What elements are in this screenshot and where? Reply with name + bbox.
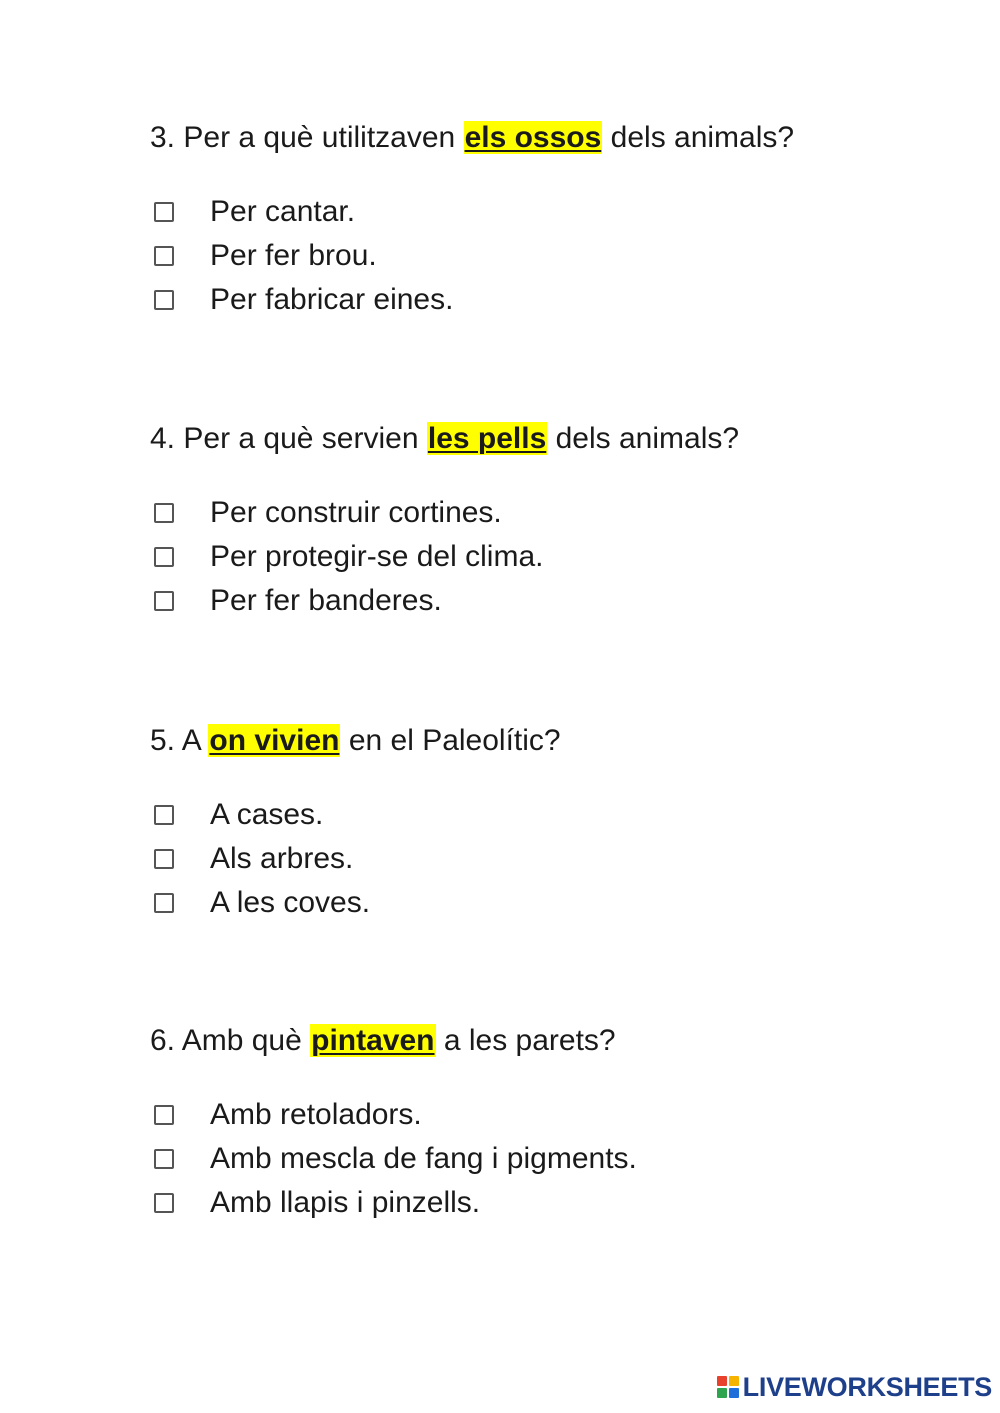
option-item [154,793,370,837]
options-list [154,491,543,623]
question-keyword-highlight: on vivien [209,724,340,757]
option-checkbox[interactable] [154,1105,174,1125]
option-label: Amb mescla de fang i pigments. [210,1142,637,1175]
option-label: Per fer brou. [210,239,377,272]
option-label: Per fabricar eines. [210,283,454,316]
option-checkbox[interactable] [154,1149,174,1169]
question-text-before: A [181,724,201,757]
option-item [154,190,453,234]
option-item [154,1181,637,1225]
option-item [154,881,370,925]
question-5 [150,723,930,919]
question-title [150,421,930,457]
question-keyword-highlight: pintaven [311,1024,435,1057]
option-checkbox[interactable] [154,246,174,266]
option-item [154,278,453,322]
option-checkbox[interactable] [154,805,174,825]
question-keyword-highlight: les pells [427,422,547,455]
option-checkbox[interactable] [154,290,174,310]
option-label: Per cantar. [210,195,356,228]
logo-square-blue [729,1388,739,1398]
question-keyword-highlight: els ossos [464,121,602,154]
option-checkbox[interactable] [154,503,174,523]
options-list [154,190,453,322]
question-title [150,723,930,759]
option-checkbox[interactable] [154,202,174,222]
logo-square-green [717,1388,727,1398]
question-text-before: Per a què servien [183,422,419,455]
options-list [154,1093,637,1225]
options-list [154,793,370,925]
question-6 [150,1023,930,1219]
option-label: Amb llapis i pinzells. [210,1186,481,1219]
liveworksheets-logo[interactable] [717,1367,992,1407]
question-number: 5. [150,724,176,757]
question-number: 6. [150,1024,176,1057]
question-4 [150,421,930,617]
question-text-after: dels animals? [555,422,740,455]
logo-square-yellow [729,1376,739,1386]
option-checkbox[interactable] [154,547,174,567]
option-item [154,234,453,278]
option-item [154,579,543,623]
question-text-before: Amb què [181,1024,302,1057]
question-title [150,1023,930,1059]
option-checkbox[interactable] [154,849,174,869]
option-label: A cases. [210,798,324,831]
question-number: 4. [150,422,176,455]
option-item [154,1093,637,1137]
option-checkbox[interactable] [154,1193,174,1213]
question-text-after: en el Paleolític? [348,724,561,757]
question-text-after: dels animals? [610,121,795,154]
option-label: Per construir cortines. [210,496,502,529]
question-text-before: Per a què utilitzaven [183,121,456,154]
question-title [150,120,930,156]
question-3 [150,120,930,316]
option-item [154,491,543,535]
option-item [154,535,543,579]
question-text-after: a les parets? [443,1024,616,1057]
logo-square-red [717,1376,727,1386]
option-checkbox[interactable] [154,893,174,913]
option-item [154,1137,637,1181]
option-label: Als arbres. [210,842,354,875]
option-label: Amb retoladors. [210,1098,422,1131]
option-label: Per fer banderes. [210,584,442,617]
option-label: Per protegir-se del clima. [210,540,544,573]
question-number: 3. [150,121,176,154]
option-label: A les coves. [210,886,371,919]
brand-name: LIVEWORKSHEETS [742,1371,992,1402]
liveworksheets-logo-icon [717,1376,739,1398]
option-checkbox[interactable] [154,591,174,611]
option-item [154,837,370,881]
